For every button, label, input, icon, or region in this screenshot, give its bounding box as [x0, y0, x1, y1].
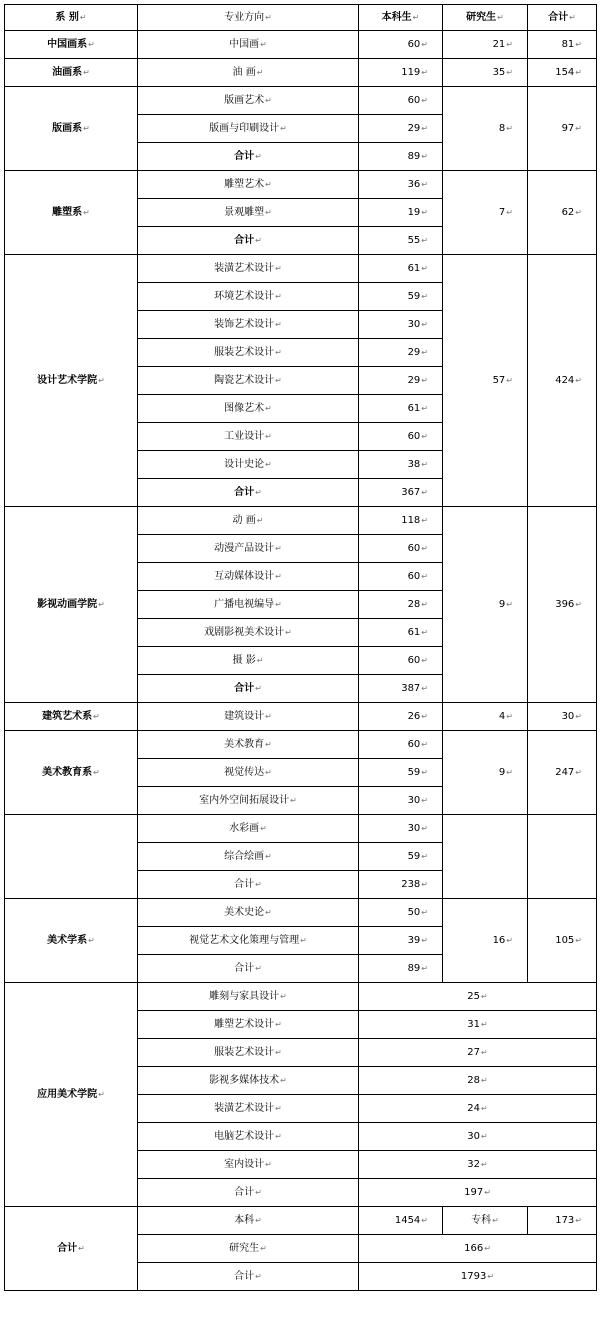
dept-cell: 建筑艺术系↵ [5, 703, 138, 731]
table-row [5, 87, 597, 115]
table-row [5, 703, 597, 731]
undergrad-cell: 29↵ [359, 367, 443, 395]
major-cell: 雕刻与家具设计↵ [138, 983, 359, 1011]
undergrad-cell: 30↵ [359, 815, 443, 843]
undergrad-cell: 118↵ [359, 507, 443, 535]
major-cell: 工业设计↵ [138, 423, 359, 451]
undergrad-cell: 60↵ [359, 535, 443, 563]
dept-cell: 油画系↵ [5, 59, 138, 87]
graduate-cell: 16↵ [443, 899, 528, 983]
undergrad-cell: 61↵ [359, 395, 443, 423]
header-major: 专业方向↵ [138, 5, 359, 31]
graduate-cell-empty [443, 815, 528, 899]
major-cell: 景观雕塑↵ [138, 199, 359, 227]
major-cell: 油 画↵ [138, 59, 359, 87]
major-cell: 室内外空间拓展设计↵ [138, 787, 359, 815]
major-cell: 装潢艺术设计↵ [138, 1095, 359, 1123]
dept-cell: 雕塑系↵ [5, 171, 138, 255]
enrollment-cell: 28↵ [359, 1067, 597, 1095]
dept-cell: 设计艺术学院↵ [5, 255, 138, 507]
major-cell: 美术史论↵ [138, 899, 359, 927]
major-cell: 电脑艺术设计↵ [138, 1123, 359, 1151]
major-cell: 综合绘画↵ [138, 843, 359, 871]
table-row [5, 255, 597, 283]
undergrad-cell: 39↵ [359, 927, 443, 955]
major-cell: 广播电视编导↵ [138, 591, 359, 619]
summary-row [5, 1207, 597, 1235]
enrollment-cell: 30↵ [359, 1123, 597, 1151]
major-cell: 设计史论↵ [138, 451, 359, 479]
enrollment-cell: 32↵ [359, 1151, 597, 1179]
major-cell: 中国画↵ [138, 31, 359, 59]
enrollment-cell: 197↵ [359, 1179, 597, 1207]
header-undergrad: 本科生↵ [359, 5, 443, 31]
header-dept: 系 别↵ [5, 5, 138, 31]
undergrad-cell: 89↵ [359, 143, 443, 171]
undergrad-cell: 238↵ [359, 871, 443, 899]
table-row [5, 171, 597, 199]
major-cell: 雕塑艺术设计↵ [138, 1011, 359, 1039]
major-cell: 摄 影↵ [138, 647, 359, 675]
major-cell: 室内设计↵ [138, 1151, 359, 1179]
summary-undergrad-label: 本科↵ [138, 1207, 359, 1235]
major-cell: 装饰艺术设计↵ [138, 311, 359, 339]
summary-junior-value: 173↵ [528, 1207, 597, 1235]
undergrad-cell: 60↵ [359, 31, 443, 59]
graduate-cell: 9↵ [443, 731, 528, 815]
table-row [5, 507, 597, 535]
major-cell: 环境艺术设计↵ [138, 283, 359, 311]
dept-cell: 应用美术学院↵ [5, 983, 138, 1207]
major-cell: 水彩画↵ [138, 815, 359, 843]
major-cell: 版画艺术↵ [138, 87, 359, 115]
undergrad-cell: 30↵ [359, 787, 443, 815]
graduate-cell: 35↵ [443, 59, 528, 87]
undergrad-cell: 59↵ [359, 843, 443, 871]
total-cell: 396↵ [528, 507, 597, 703]
major-cell: 图像艺术↵ [138, 395, 359, 423]
undergrad-cell: 59↵ [359, 759, 443, 787]
summary-grad-value: 166↵ [359, 1235, 597, 1263]
enrollment-table [4, 4, 597, 1291]
undergrad-cell: 61↵ [359, 619, 443, 647]
table-row [5, 731, 597, 759]
major-cell: 合计↵ [138, 871, 359, 899]
major-cell: 视觉传达↵ [138, 759, 359, 787]
table-row [5, 815, 597, 843]
undergrad-cell: 50↵ [359, 899, 443, 927]
dept-cell-empty [5, 815, 138, 899]
major-cell: 合计↵ [138, 227, 359, 255]
dept-cell: 美术学系↵ [5, 899, 138, 983]
undergrad-cell: 61↵ [359, 255, 443, 283]
undergrad-cell: 119↵ [359, 59, 443, 87]
total-cell: 97↵ [528, 87, 597, 171]
total-cell: 424↵ [528, 255, 597, 507]
undergrad-cell: 30↵ [359, 311, 443, 339]
major-cell: 服装艺术设计↵ [138, 1039, 359, 1067]
major-cell: 合计↵ [138, 1179, 359, 1207]
major-cell: 合计↵ [138, 479, 359, 507]
undergrad-cell: 55↵ [359, 227, 443, 255]
total-cell: 105↵ [528, 899, 597, 983]
graduate-cell: 21↵ [443, 31, 528, 59]
summary-total-value: 1793↵ [359, 1263, 597, 1291]
undergrad-cell: 60↵ [359, 731, 443, 759]
graduate-cell: 7↵ [443, 171, 528, 255]
undergrad-cell: 60↵ [359, 87, 443, 115]
major-cell: 动漫产品设计↵ [138, 535, 359, 563]
total-cell: 154↵ [528, 59, 597, 87]
summary-undergrad-value: 1454↵ [359, 1207, 443, 1235]
major-cell: 雕塑艺术↵ [138, 171, 359, 199]
undergrad-cell: 367↵ [359, 479, 443, 507]
total-cell: 247↵ [528, 731, 597, 815]
major-cell: 版画与印刷设计↵ [138, 115, 359, 143]
major-cell: 美术教育↵ [138, 731, 359, 759]
undergrad-cell: 89↵ [359, 955, 443, 983]
major-cell: 合计↵ [138, 143, 359, 171]
undergrad-cell: 60↵ [359, 647, 443, 675]
major-cell: 影视多媒体技术↵ [138, 1067, 359, 1095]
major-cell: 合计↵ [138, 955, 359, 983]
graduate-cell: 8↵ [443, 87, 528, 171]
undergrad-cell: 60↵ [359, 563, 443, 591]
graduate-cell: 57↵ [443, 255, 528, 507]
table-row [5, 983, 597, 1011]
major-cell: 合计↵ [138, 675, 359, 703]
undergrad-cell: 19↵ [359, 199, 443, 227]
summary-label: 合计↵ [5, 1207, 138, 1291]
undergrad-cell: 387↵ [359, 675, 443, 703]
undergrad-cell: 59↵ [359, 283, 443, 311]
major-cell: 建筑设计↵ [138, 703, 359, 731]
undergrad-cell: 28↵ [359, 591, 443, 619]
header-row [5, 5, 597, 31]
summary-grad-label: 研究生↵ [138, 1235, 359, 1263]
dept-cell: 版画系↵ [5, 87, 138, 171]
major-cell: 视觉艺术文化策理与管理↵ [138, 927, 359, 955]
dept-cell: 美术教育系↵ [5, 731, 138, 815]
major-cell: 陶瓷艺术设计↵ [138, 367, 359, 395]
major-cell: 动 画↵ [138, 507, 359, 535]
major-cell: 装潢艺术设计↵ [138, 255, 359, 283]
total-cell: 62↵ [528, 171, 597, 255]
undergrad-cell: 29↵ [359, 115, 443, 143]
summary-junior-label: 专科↵ [443, 1207, 528, 1235]
graduate-cell: 9↵ [443, 507, 528, 703]
major-cell: 服装艺术设计↵ [138, 339, 359, 367]
undergrad-cell: 26↵ [359, 703, 443, 731]
table-row [5, 31, 597, 59]
table-row [5, 899, 597, 927]
graduate-cell: 4↵ [443, 703, 528, 731]
enrollment-cell: 25↵ [359, 983, 597, 1011]
major-cell: 互动媒体设计↵ [138, 563, 359, 591]
enrollment-cell: 31↵ [359, 1011, 597, 1039]
summary-total-label: 合计↵ [138, 1263, 359, 1291]
dept-cell: 影视动画学院↵ [5, 507, 138, 703]
major-cell: 戏剧影视美术设计↵ [138, 619, 359, 647]
header-total: 合计↵ [528, 5, 597, 31]
total-cell: 30↵ [528, 703, 597, 731]
total-cell-empty [528, 815, 597, 899]
total-cell: 81↵ [528, 31, 597, 59]
enrollment-cell: 27↵ [359, 1039, 597, 1067]
table-row [5, 59, 597, 87]
header-graduate: 研究生↵ [443, 5, 528, 31]
dept-cell: 中国画系↵ [5, 31, 138, 59]
enrollment-cell: 24↵ [359, 1095, 597, 1123]
undergrad-cell: 29↵ [359, 339, 443, 367]
undergrad-cell: 36↵ [359, 171, 443, 199]
undergrad-cell: 60↵ [359, 423, 443, 451]
undergrad-cell: 38↵ [359, 451, 443, 479]
